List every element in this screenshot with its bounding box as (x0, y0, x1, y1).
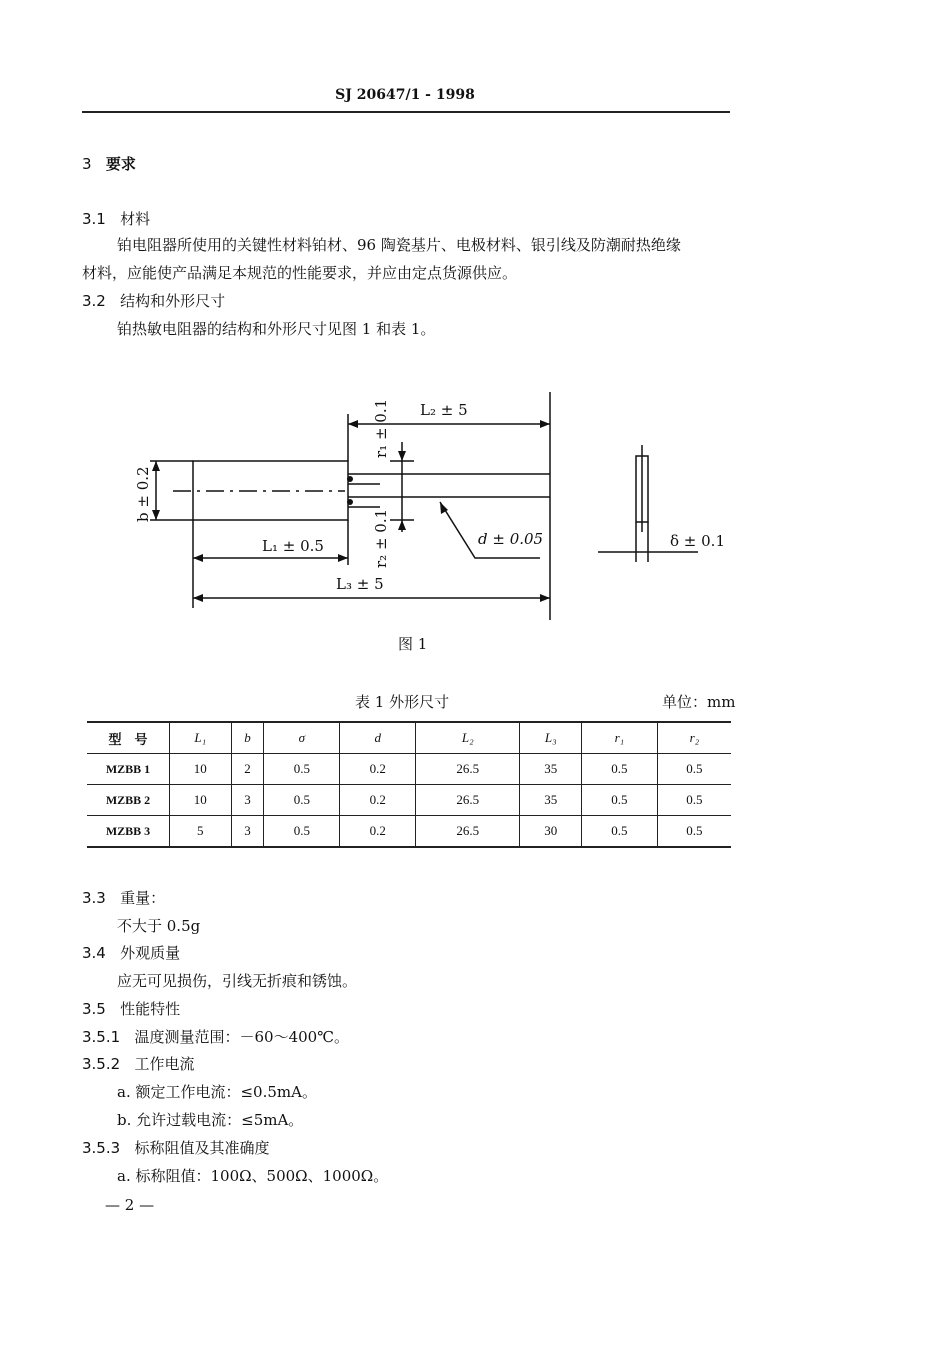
header-cell: σ (264, 722, 340, 754)
section-number: 3.4 (82, 944, 106, 962)
standard-number-header: SJ 20647/1 - 1998 (335, 87, 475, 103)
table-cell: 0.5 (657, 754, 731, 785)
header-cell: d (340, 722, 416, 754)
section-3-3-heading (82, 887, 165, 908)
page-number: — 2 — (105, 1196, 155, 1214)
label-L1: L₁ ± 0.5 (262, 537, 324, 555)
section-3-2-paragraph: 铂热敏电阻器的结构和外形尺寸见图 1 和表 1。 (117, 320, 436, 338)
terminal-dot (347, 499, 353, 505)
section-number: 3.1 (82, 210, 106, 228)
table-header-row (87, 722, 731, 754)
label-delta: δ ± 0.1 (670, 532, 725, 550)
table-cell: 2 (231, 754, 264, 785)
table-cell: 0.2 (340, 754, 416, 785)
label-L2: L₂ ± 5 (420, 401, 468, 419)
figure-caption: 图 1 (398, 635, 428, 653)
section-number: 3.2 (82, 292, 106, 310)
table-cell: 0.2 (340, 785, 416, 816)
table-cell: 35 (520, 785, 582, 816)
table-cell: 26.5 (416, 816, 520, 848)
terminal-dot (347, 476, 353, 482)
section-3-1-heading (82, 208, 150, 229)
section-title: 标称阻值及其准确度 (134, 1139, 270, 1157)
table-row (87, 754, 731, 785)
section-3-1-paragraph-line1: 铂电阻器所使用的关键性材料铂材、96 陶瓷基片、电极材料、银引线及防潮耐热绝缘 (117, 236, 681, 254)
section-number: 3 (82, 155, 92, 173)
section-3-5-3-heading (82, 1137, 270, 1158)
table-cell: 0.5 (657, 785, 731, 816)
table-cell: 10 (170, 754, 232, 785)
table-caption: 表 1 外形尺寸 (355, 693, 450, 711)
table-cell: 3 (231, 785, 264, 816)
table-cell: 0.5 (264, 754, 340, 785)
table-cell: MZBB 2 (87, 785, 170, 816)
section-number: 3.5.2 (82, 1055, 121, 1073)
arrowhead (540, 420, 550, 428)
table-cell: 0.5 (582, 754, 658, 785)
arrowhead (348, 420, 358, 428)
section-number: 3.5.1 (82, 1028, 121, 1046)
header-cell: b (231, 722, 264, 754)
arrowhead (398, 520, 406, 530)
section-3-heading (82, 153, 136, 174)
section-number: 3.5.3 (82, 1139, 121, 1157)
table-cell: 10 (170, 785, 232, 816)
arrowhead (338, 554, 348, 562)
section-3-4-paragraph: 应无可见损伤，引线无折痕和锈蚀。 (117, 972, 358, 990)
section-title: 重量： (120, 889, 166, 907)
table-row (87, 785, 731, 816)
header-rule (82, 111, 730, 113)
header-cell: r₂ (657, 722, 731, 754)
section-3-5-heading (82, 998, 180, 1019)
section-number: 3.5 (82, 1000, 106, 1018)
header-cell: 型 号 (87, 722, 170, 754)
section-3-3-paragraph: 不大于 0.5g (117, 917, 201, 935)
section-title: 要求 (105, 155, 136, 173)
section-3-5-2-item-a: a. 额定工作电流：≤0.5mA。 (117, 1083, 317, 1101)
table-unit: 单位：mm (662, 693, 736, 711)
table-cell: 26.5 (416, 785, 520, 816)
section-3-5-1 (82, 1026, 349, 1047)
arrowhead (398, 451, 406, 461)
section-title: 工作电流 (134, 1055, 195, 1073)
header-cell: r₁ (582, 722, 658, 754)
table-cell: 0.2 (340, 816, 416, 848)
figure-1-drawing (0, 380, 950, 630)
table-cell: 0.5 (657, 816, 731, 848)
table-cell: 0.5 (582, 785, 658, 816)
arrowhead (152, 510, 160, 520)
dimensions-table (87, 721, 731, 848)
section-3-5-2-item-b: b. 允许过载电流：≤5mA。 (117, 1111, 304, 1129)
section-title: 结构和外形尺寸 (120, 292, 226, 310)
label-d: d ± 0.05 (478, 530, 544, 548)
arrowhead (193, 554, 203, 562)
label-L3: L₃ ± 5 (336, 575, 384, 593)
table-cell: 30 (520, 816, 582, 848)
table-cell: 0.5 (264, 785, 340, 816)
table-cell: MZBB 3 (87, 816, 170, 848)
label-r1: r₁ ± 0.1 (372, 398, 390, 458)
label-r2: r₂ ± 0.1 (372, 508, 390, 568)
section-title: 材料 (120, 210, 151, 228)
section-title: 性能特性 (120, 1000, 181, 1018)
arrowhead (193, 594, 203, 602)
table-cell: 3 (231, 816, 264, 848)
table-cell: 26.5 (416, 754, 520, 785)
section-3-5-3-item-a: a. 标称阻值：100Ω、500Ω、1000Ω。 (117, 1167, 389, 1185)
header-cell: L₃ (520, 722, 582, 754)
table-cell: 0.5 (264, 816, 340, 848)
section-title: 外观质量 (120, 944, 181, 962)
section-3-4-heading (82, 942, 180, 963)
section-3-1-paragraph-line2: 材料，应能使产品满足本规范的性能要求，并应由定点货源供应。 (82, 264, 518, 282)
table-cell: 35 (520, 754, 582, 785)
header-cell: L₂ (416, 722, 520, 754)
header-cell: L₁ (170, 722, 232, 754)
table-cell: 5 (170, 816, 232, 848)
section-number: 3.3 (82, 889, 106, 907)
arrowhead (152, 461, 160, 471)
table-row (87, 816, 731, 848)
label-b: b ± 0.2 (134, 466, 152, 522)
section-3-5-2-heading (82, 1053, 195, 1074)
section-3-2-heading (82, 290, 225, 311)
table-cell: 0.5 (582, 816, 658, 848)
section-text: 温度测量范围：－60～400℃。 (134, 1028, 349, 1046)
arrowhead (540, 594, 550, 602)
table-cell: MZBB 1 (87, 754, 170, 785)
